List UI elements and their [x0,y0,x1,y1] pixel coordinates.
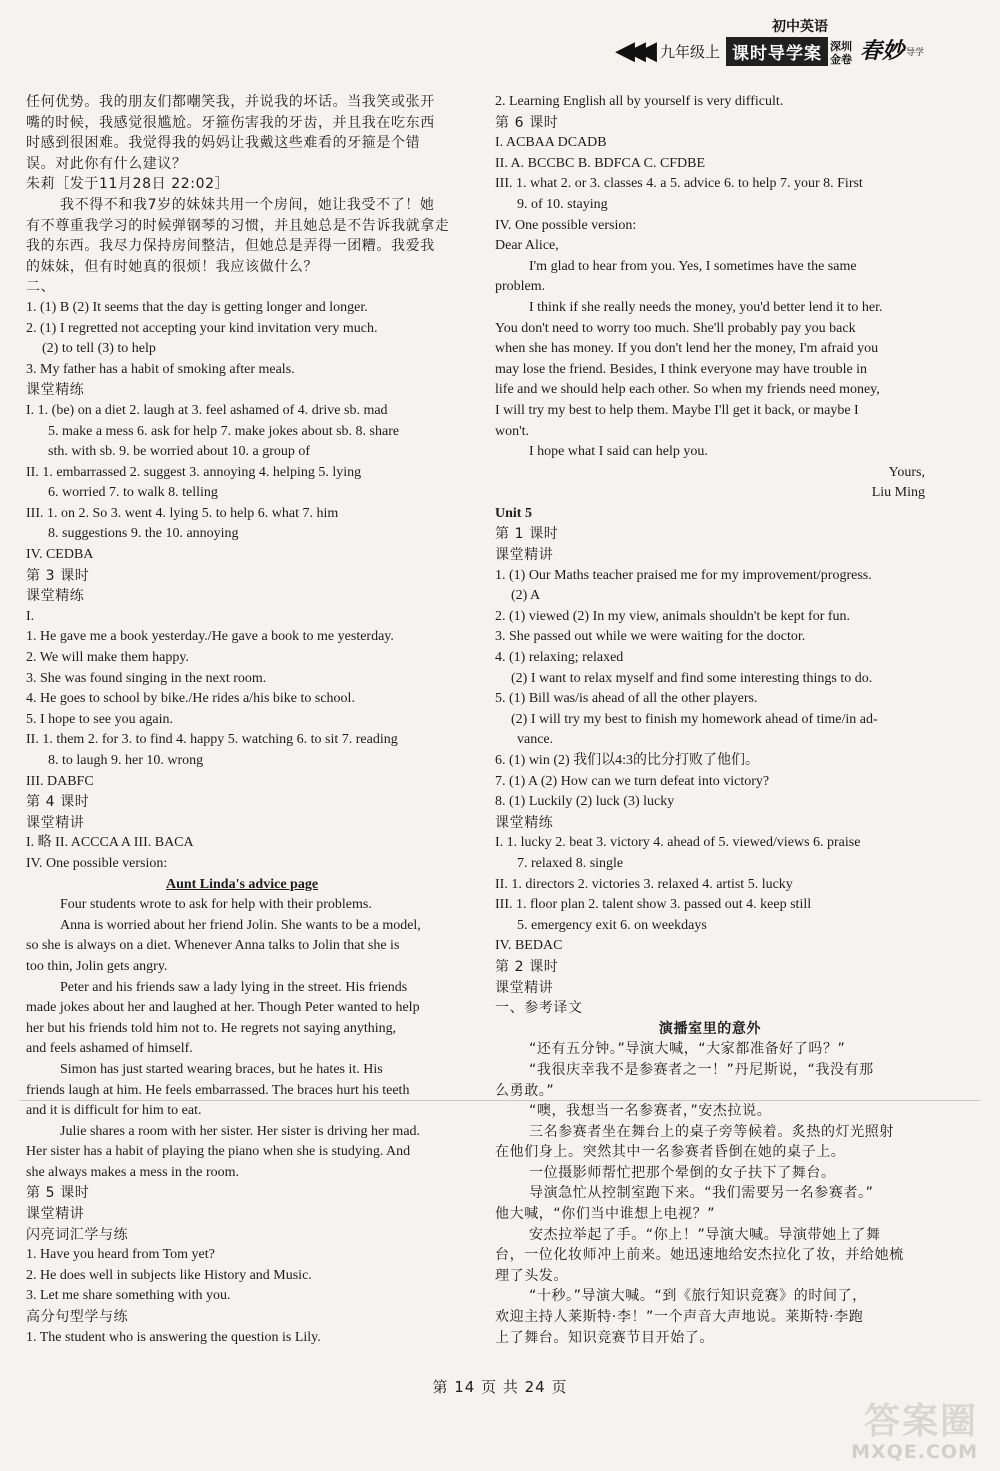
left-text-line: 嘴的时候，我感觉很尴尬。牙箍伤害我的牙齿，并且我在吃东西 [26,114,435,131]
left-text-line: 3. My father has a habit of smoking after meals. [26,361,295,377]
triple-arrow-icon: ◀◀◀ [614,36,648,66]
left-text-line: 1. He gave me a book yesterday./He gave a book to me yesterday. [26,629,394,645]
left-text-line: 1. The student who is answering the question is Lily. [26,1329,321,1345]
series-title: 课时导学案 [726,37,828,66]
right-text-line: won't. [495,423,530,439]
left-text-line: 朱莉［发于11月28日 22:02］ [26,176,230,193]
right-text-line: 8. (1) Luckily (2) luck (3) lucky [495,794,675,810]
left-text-line: 4. He goes to school by bike./He rides a/his bike to school. [26,691,355,707]
left-text-line: she always makes a mess in the room. [26,1164,240,1180]
right-text-line: 安杰拉举起了手。“你上！”导演大喊。导演带她上了舞 [529,1226,881,1243]
left-text-line: 第 3 课时 [26,567,90,584]
right-text-line: III. 1. floor plan 2. talent show 3. passed out 4. keep still [495,897,812,913]
left-text-line: 我的东西。我尽力保持房间整洁，但她总是弄得一团糟。我爱我 [26,238,435,255]
series-block [726,16,828,66]
left-text-line: Julie shares a room with her sister. Her sister is driving her mad. [60,1123,421,1139]
series-region [828,40,852,66]
right-text-line: 1. (1) Our Maths teacher praised me for my improvement/progress. [495,567,872,583]
left-text-line: I. 1. (be) on a diet 2. laugh at 3. feel ashamed of 4. drive sb. mad [26,402,388,418]
series-subject: 初中英语 [771,19,828,35]
right-column [495,92,925,1348]
right-text-line: “噢，我想当一名参赛者，”安杰拉说。 [529,1103,772,1120]
left-text-line: 的妹妹，但有时她真的很烦！我应该做什么？ [26,258,318,275]
right-text-line: 上了舞台。知识竞赛节目开始了。 [495,1329,714,1346]
right-text-line: 课堂精练 [495,814,554,831]
left-text-line: 2. He does well in subjects like History and Music. [26,1267,312,1283]
left-text-line: 1. (1) B (2) It seems that the day is getting longer and longer. [26,299,368,315]
right-text-line: “我很庆幸我不是参赛者之一！”丹尼斯说，“我没有那 [529,1061,874,1078]
left-text-line: 误。对此你有什么建议？ [26,155,187,172]
right-text-line: problem. [495,279,546,295]
left-text-line: Peter and his friends saw a lady lying in the street. His friends [60,979,408,995]
right-text-line: (2) I want to relax myself and find some interesting things to do. [511,670,873,686]
right-text-line: 7. (1) A (2) How can we turn defeat into victory? [495,773,770,789]
right-text-line: III. 1. what 2. or 3. classes 4. a 5. advice 6. to help 7. your 8. First [495,176,863,192]
left-text-line: I. [26,608,35,624]
right-text-line: IV. One possible version: [495,217,637,233]
left-text-line: 8. to laugh 9. her 10. wrong [48,753,204,768]
right-text-line: Unit 5 [495,505,532,521]
left-text-line: 1. Have you heard from Tom yet? [26,1247,215,1263]
left-text-line: III. 1. on 2. So 3. went 4. lying 5. to help 6. what 7. him [26,505,339,521]
left-text-line: 8. suggestions 9. the 10. annoying [48,526,239,542]
left-text-line: 有不尊重我学习的时候弹钢琴的习惯，并且她总是不告诉我就拿走 [26,217,450,234]
right-text-line: vance. [517,732,554,748]
left-text-line: II. 1. embarrassed 2. suggest 3. annoying 4. helping 5. lying [26,464,362,480]
right-text-line: 台，一位化妆师冲上前来。她迅速地给安杰拉化了妆，并给她梳 [495,1247,904,1264]
right-text-line: (2) I will try my best to finish my homework ahead of time/in ad- [511,711,878,727]
left-text-line: 高分句型学与练 [26,1309,129,1326]
right-text-line: I think if she really needs the money, you'd better lend it to her. [529,299,883,315]
watermark-url: MXQE.COM [851,1441,978,1463]
left-text-line: 课堂精练 [26,588,85,605]
page-number: 第 14 页 共 24 页 [432,1378,568,1396]
series-region-1: 深圳 [829,40,852,53]
left-text-line: 课堂精练 [26,382,85,399]
left-text-line: too thin, Jolin gets angry. [26,958,168,974]
page-header [0,0,1000,72]
left-text-line: 3. Let me share something with you. [26,1288,231,1304]
right-text-line: “还有五分钟。”导演大喊，“大家都准备好了吗？” [529,1041,846,1058]
left-text-line: 闪亮词汇学与练 [26,1226,129,1243]
right-text-line: Liu Ming [871,485,925,501]
left-text-line: III. DABFC [26,773,94,789]
right-text-line: 欢迎主持人莱斯特·李！”一个声音大声地说。莱斯特·李跑 [495,1309,864,1326]
watermark-logo: 答案圈 [863,1401,978,1442]
right-text-line: 第 1 课时 [495,526,559,543]
left-text-line: IV. One possible version: [26,855,168,871]
left-text-line: 课堂精讲 [26,814,85,831]
right-text-line: You don't need to worry too much. She'll probably pay you back [495,320,856,336]
right-text-line: “十秒。”导演大喊。“到《旅行知识竞赛》的时间了， [529,1288,867,1305]
series-banner [614,19,924,66]
right-text-line: 一、参考译文 [495,1000,583,1017]
right-text-line: may lose the friend. Besides, I think everyone may have trouble in [495,361,868,377]
right-text-line: I will try my best to help them. Maybe I'll get it back, or maybe I [495,402,859,418]
right-text-line: I. ACBAA DCADB [495,135,607,151]
right-text-line: 2. Learning English all by yourself is very difficult. [495,94,784,109]
right-text-line: 么勇敢。” [495,1082,555,1099]
right-text-line: 9. of 10. staying [517,196,608,212]
right-text-line: 2. (1) viewed (2) In my view, animals shouldn't be kept for fun. [495,608,851,624]
left-text-line: 3. She was found singing in the next room. [26,670,267,686]
left-text-line: and feels ashamed of himself. [26,1041,193,1057]
right-text-line: 一位摄影师帮忙把那个晕倒的女子扶下了舞台。 [529,1164,836,1181]
left-text-line: IV. CEDBA [26,547,94,563]
left-text-line: 我不得不和我7岁的妹妹共用一个房间，她让我受不了！她 [60,196,435,213]
right-text-line: 4. (1) relaxing; relaxed [495,650,624,666]
watermark [808,1402,978,1464]
left-text-line: sth. with sb. 9. be worried about 10. a group of [48,444,311,460]
left-text-line: II. 1. them 2. for 3. to find 4. happy 5. watching 6. to sit 7. reading [26,732,398,748]
left-text-line: Her sister has a habit of playing the piano when she is studying. And [26,1144,411,1160]
left-text-line: 二、 [26,279,56,296]
right-text-line: 第 6 课时 [495,114,559,131]
right-text-line: I. 1. lucky 2. beat 3. victory 4. ahead of 5. viewed/views 6. praise [495,835,861,851]
right-text-line: 5. (1) Bill was/is ahead of all the other players. [495,691,758,707]
right-text-line: 导演急忙从控制室跑下来。“我们需要另一名参赛者。” [529,1185,874,1202]
brand-tag: 导学 [905,48,924,58]
left-text-line: 6. worried 7. to walk 8. telling [48,485,218,501]
scan-fold-line [20,1100,980,1101]
right-text-line: 课堂精讲 [495,547,554,564]
right-text-line: 3. She passed out while we were waiting for the doctor. [495,629,806,645]
brand-logo: 春妙 [859,38,904,64]
left-text-line: made jokes about her and laughed at her. Though Peter wanted to help [26,1000,420,1016]
left-text-line: Anna is worried about her friend Jolin. She wants to be a model, [60,917,421,933]
right-text-line: Dear Alice, [495,238,559,254]
series-region-2: 金卷 [829,53,852,66]
left-column [26,92,458,1348]
right-text-line: I hope what I said can help you. [529,444,708,460]
right-text-line: life and we should help each other. So when my friends need money, [495,382,880,398]
right-text-line: I'm glad to hear from you. Yes, I sometimes have the same [529,258,857,274]
left-text-line: 时感到很困难。我觉得我的妈妈让我戴这些难看的牙箍是个错 [26,135,421,152]
left-text-line: 任何优势。我的朋友们都嘲笑我，并说我的坏话。当我笑或张开 [26,94,435,110]
left-text-line: 2. (1) I regretted not accepting your kind invitation very much. [26,320,378,336]
left-text-line: (2) to tell (3) to help [42,341,156,357]
left-text-line: Four students wrote to ask for help with their problems. [60,897,372,913]
left-text-line: so she is always on a diet. Whenever Anna talks to Jolin that she is [26,938,400,954]
left-text-line: I. 略 II. ACCCA A III. BACA [26,835,194,851]
right-text-line: 三名参赛者坐在舞台上的桌子旁等候着。炙热的灯光照射 [529,1123,894,1140]
right-text-line: 演播室里的意外 [658,1020,762,1037]
grade-label: 九年级上 [659,43,720,61]
right-text-line: 第 2 课时 [495,958,559,975]
left-text-line: 5. I hope to see you again. [26,711,173,727]
right-text-line: (2) A [511,588,541,604]
left-text-line: 5. make a mess 6. ask for help 7. make jokes about sb. 8. share [48,423,400,439]
right-text-line: 理了头发。 [495,1267,568,1284]
right-text-line: 7. relaxed 8. single [517,855,624,871]
right-text-line: 课堂精讲 [495,979,554,996]
right-text-line: II. A. BCCBC B. BDFCA C. CFDBE [495,155,706,171]
right-text-line: Yours, [888,464,925,480]
left-text-line: and it is difficult for him to eat. [26,1103,202,1119]
left-text-line: Simon has just started wearing braces, but he hates it. His [60,1061,383,1077]
right-text-line: 5. emergency exit 6. on weekdays [517,917,707,933]
left-text-line: Aunt Linda's advice page [165,876,319,892]
right-text-line: 他大喊，“你们当中谁想上电视？” [495,1206,716,1223]
right-text-line: 在他们身上。突然其中一名参赛者昏倒在她的桌子上。 [495,1144,846,1161]
right-text-line: 6. (1) win (2) 我们以4:3的比分打败了他们。 [495,753,760,768]
left-text-line: 课堂精讲 [26,1206,85,1223]
left-text-line: her but his friends told him not to. He regrets not saying anything, [26,1020,397,1036]
left-text-line: friends laugh at him. He feels embarrassed. The braces hurt his teeth [26,1082,410,1098]
right-text-line: when she has money. If you don't lend her the money, I'm afraid you [495,341,879,357]
left-text-line: 第 5 课时 [26,1185,90,1202]
left-text-line: 第 4 课时 [26,794,90,811]
left-text-line: 2. We will make them happy. [26,650,189,666]
right-text-line: II. 1. directors 2. victories 3. relaxed 4. artist 5. lucky [495,876,793,892]
right-text-line: IV. BEDAC [495,938,563,954]
